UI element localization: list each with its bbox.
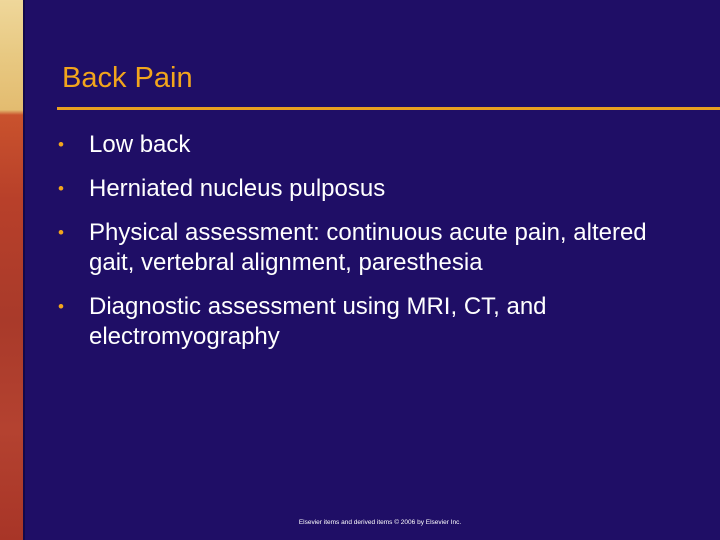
bullet-item — [58, 292, 698, 352]
bullet-item — [58, 130, 698, 160]
bullet-text: Diagnostic assessment using MRI, CT, and electromyography — [89, 293, 547, 350]
copyright-footer: Elsevier items and derived items © 2006 by Elsevier Inc. — [298, 519, 462, 526]
bullet-icon: • — [58, 223, 64, 242]
bullet-item — [58, 174, 698, 204]
bullet-text: Low back — [89, 131, 191, 158]
bullet-text: Physical assessment: continuous acute pain, altered gait, vertebral alignment, paresthesia — [89, 219, 647, 276]
bullet-icon: • — [58, 135, 64, 154]
slide-title: Back Pain — [62, 62, 193, 94]
title-underline — [57, 107, 720, 110]
bullet-item — [58, 218, 698, 278]
bullet-text: Herniated nucleus pulposus — [89, 175, 386, 202]
decorative-side-strip — [0, 0, 25, 540]
bullet-icon: • — [58, 179, 64, 198]
bullet-icon: • — [58, 297, 64, 316]
bullet-list — [58, 130, 698, 352]
